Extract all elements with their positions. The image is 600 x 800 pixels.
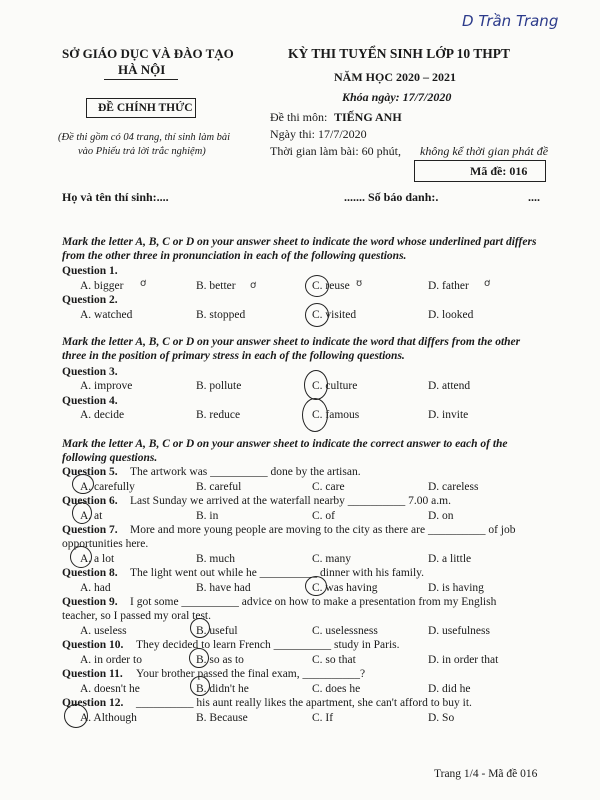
q12-answer-circle — [64, 704, 88, 728]
q5-stem: The artwork was __________ done by the artisan. — [130, 466, 361, 478]
q12-option-c: C. If — [312, 712, 334, 724]
exam-note-1: (Đề thi gồm có 04 trang, thí sinh làm bài — [58, 132, 231, 143]
q9-option-b: B. useful — [196, 625, 238, 637]
q5-answer-circle — [72, 474, 94, 494]
q12-stem: __________ his aunt really likes the apartment, she can't afford to buy it. — [136, 697, 472, 709]
q8-stem: The light went out while he __________ dinner with his family. — [130, 567, 425, 579]
question-12-label: Question 12. — [62, 697, 124, 709]
q8-option-a: A. had — [80, 582, 111, 594]
q6-option-d: D. on — [428, 510, 454, 522]
section2-instruction: Mark the letter A, B, C or D on your answer sheet to indicate the word that differs from the other three in the position of primary stress in each of the following questions. — [62, 336, 521, 362]
q12-option-b: B. Because — [196, 712, 248, 724]
q9-stem-cont: teacher, so I passed my oral test. — [62, 610, 211, 622]
q1-answer-circle — [305, 275, 329, 297]
exam-note-2: vào Phiếu trả lời trắc nghiệm) — [78, 146, 206, 157]
q10-option-a: A. in order to — [80, 654, 142, 666]
q6-option-a: A. at — [80, 510, 103, 522]
q5-option-d: D. careless — [428, 481, 479, 493]
q10-answer-circle — [189, 648, 209, 668]
q4-option-a: A. decide — [80, 409, 125, 421]
q4-option-b: B. reduce — [196, 409, 241, 421]
section3-instruction: Mark the letter A, B, C or D on your answer sheet to indicate the correct answer to each of the following questions. — [62, 438, 508, 464]
question-6-label: Question 6. — [62, 495, 118, 507]
question-4-label: Question 4. — [62, 395, 118, 407]
q1-tick-a: ơ — [140, 278, 147, 289]
page-footer: Trang 1/4 - Mã đề 016 — [434, 768, 538, 780]
q8-answer-circle — [305, 576, 327, 596]
q11-option-c: C. does he — [312, 683, 361, 695]
section1-instruction: Mark the letter A, B, C or D on your answer sheet to indicate the word whose underlined part differs from the other three in pronunciation in each of the following questions. — [62, 236, 537, 262]
q8-option-b: B. have had — [196, 582, 251, 594]
question-3-label: Question 3. — [62, 366, 118, 378]
q1-option-c: C. reuse — [312, 280, 350, 292]
dept-name: SỞ GIÁO DỤC VÀ ĐÀO TẠO — [62, 46, 234, 61]
q12-option-d: D. So — [428, 712, 455, 724]
q7-option-b: B. much — [196, 553, 235, 565]
q2-answer-circle — [305, 303, 329, 327]
q11-option-a: A. doesn't he — [80, 683, 140, 695]
exam-code: Mã đề: 016 — [470, 164, 528, 178]
question-5-label: Question 5. — [62, 466, 118, 478]
question-10-label: Question 10. — [62, 639, 124, 651]
q6-option-b: B. in — [196, 510, 219, 522]
q9-option-a: A. useless — [80, 625, 127, 637]
q1-tick-b: ơ — [250, 280, 257, 291]
exam-duration-note: không kể thời gian phát đề — [420, 144, 549, 158]
q6-option-c: C. of — [312, 510, 335, 522]
q4-option-c: C. famous — [312, 409, 360, 421]
course-date: Khóa ngày: 17/7/2020 — [342, 90, 452, 104]
q4-option-d: D. invite — [428, 409, 469, 421]
q12-option-a: A. Although — [80, 712, 137, 724]
q1-tick-d: ơ — [484, 278, 491, 289]
q11-option-d: D. did he — [428, 683, 471, 695]
subject-name: TIẾNG ANH — [334, 110, 402, 124]
q1-option-d: D. father — [428, 280, 469, 292]
q6-stem: Last Sunday we arrived at the waterfall nearby __________ 7.00 a.m. — [130, 495, 451, 507]
q6-answer-circle — [72, 502, 92, 524]
q2-option-d: D. looked — [428, 309, 474, 321]
exam-title: KỲ THI TUYỂN SINH LỚP 10 THPT — [288, 46, 511, 61]
q7-option-c: C. many — [312, 553, 351, 565]
q7-option-d: D. a little — [428, 553, 472, 565]
question-11-label: Question 11. — [62, 668, 123, 680]
subject-label: Đề thi môn: — [270, 110, 328, 124]
q7-stem-cont: opportunities here. — [62, 538, 149, 550]
q8-option-d: D. is having — [428, 582, 484, 594]
q11-answer-circle — [190, 676, 210, 696]
q3-option-a: A. improve — [80, 380, 133, 392]
q7-answer-circle — [70, 546, 92, 568]
q11-stem: Your brother passed the final exam, __________? — [136, 668, 366, 680]
official-badge: ĐỀ CHÍNH THỨC — [98, 102, 193, 114]
question-1-label: Question 1. — [62, 265, 118, 277]
school-year: NĂM HỌC 2020 – 2021 — [334, 70, 456, 84]
q2-option-a: A. watched — [80, 309, 133, 321]
candidate-number-field: ....... Số báo danh:. — [344, 190, 439, 204]
exam-date: Ngày thi: 17/7/2020 — [270, 127, 367, 141]
q5-option-b: B. careful — [196, 481, 242, 493]
q2-option-c: C. visited — [312, 309, 357, 321]
q9-answer-circle — [190, 618, 210, 638]
q1-option-b: B. better — [196, 280, 236, 292]
q3-answer-circle — [304, 370, 328, 400]
q7-option-a: A. a lot — [80, 553, 115, 565]
q9-option-d: D. usefulness — [428, 625, 490, 637]
q5-option-c: C. care — [312, 481, 345, 493]
candidate-name-field: Họ và tên thí sinh:.... — [62, 190, 169, 204]
q9-option-c: C. uselessness — [312, 625, 378, 637]
q10-option-c: C. so that — [312, 654, 356, 666]
q11-option-b: B. didn't he — [196, 683, 249, 695]
q5-option-a: A. carefully — [80, 481, 135, 493]
q1-option-a: A. bigger — [80, 280, 124, 292]
q10-option-d: D. in order that — [428, 654, 499, 666]
city-name: HÀ NỘI — [118, 62, 166, 77]
question-7-label: Question 7. — [62, 524, 118, 536]
q3-option-c: C. culture — [312, 380, 358, 392]
q4-answer-circle — [302, 398, 328, 432]
question-8-label: Question 8. — [62, 567, 118, 579]
q8-option-c: C. was having — [312, 582, 378, 594]
city-underline — [104, 79, 178, 80]
q10-option-b: B. so as to — [196, 654, 244, 666]
candidate-number-dots: .... — [528, 190, 540, 204]
question-2-label: Question 2. — [62, 294, 118, 306]
q1-tick-c: ʊ — [356, 278, 363, 289]
q9-stem: I got some __________ advice on how to make a presentation from my English — [130, 596, 497, 608]
q7-stem: More and more young people are moving to the city as there are __________ of job — [130, 524, 516, 536]
q2-option-b: B. stopped — [196, 309, 246, 321]
handwritten-signature: D Trần Trang — [462, 12, 559, 30]
q3-option-d: D. attend — [428, 380, 471, 392]
q10-stem: They decided to learn French __________ study in Paris. — [136, 639, 400, 651]
question-9-label: Question 9. — [62, 596, 118, 608]
q3-option-b: B. pollute — [196, 380, 242, 392]
exam-duration: Thời gian làm bài: 60 phút, — [270, 144, 401, 158]
